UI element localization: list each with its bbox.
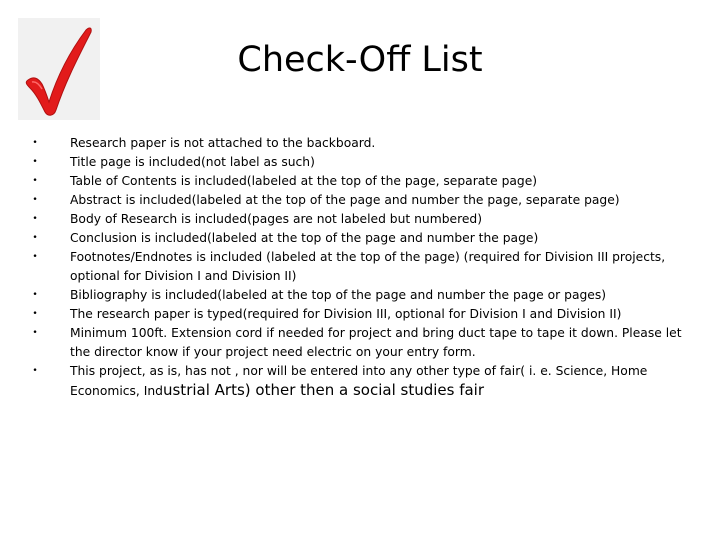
bullet-icon: • xyxy=(32,252,38,262)
checklist-item-text: Minimum 100ft. Extension cord if needed for project and bring duct tape to tape it down. Please let the director know if your project need electric on your entry form. xyxy=(70,326,682,359)
checklist-item xyxy=(30,324,700,362)
checklist-item xyxy=(30,191,700,210)
bullet-icon: • xyxy=(32,157,38,167)
bullet-icon: • xyxy=(32,233,38,243)
checklist-item-text: Research paper is not attached to the backboard. xyxy=(70,136,376,150)
checklist xyxy=(30,134,700,401)
checklist-item-text: This project, as is, has not , nor will be entered into any other type of fair( i. e. Science, Home Economics, Ind xyxy=(70,364,648,398)
checklist-item xyxy=(30,286,700,305)
checklist-item-text: Table of Contents is included(labeled at the top of the page, separate page) xyxy=(70,174,538,188)
checklist-item xyxy=(30,172,700,191)
bullet-icon: • xyxy=(32,195,38,205)
checklist-item-text: Title page is included(not label as such) xyxy=(70,155,315,169)
bullet-icon: • xyxy=(32,366,38,376)
bullet-icon: • xyxy=(32,214,38,224)
checklist-item xyxy=(30,210,700,229)
checklist-item xyxy=(30,229,700,248)
bullet-icon: • xyxy=(32,138,38,148)
checklist-item-text: Abstract is included(labeled at the top of the page and number the page, separate page) xyxy=(70,193,620,207)
checklist-item-text: Conclusion is included(labeled at the top of the page and number the page) xyxy=(70,231,539,245)
bullet-icon: • xyxy=(32,309,38,319)
checklist-item xyxy=(30,305,700,324)
checklist-item-text: Bibliography is included(labeled at the top of the page and number the page or pages) xyxy=(70,288,607,302)
bullet-icon: • xyxy=(32,290,38,300)
bullet-icon: • xyxy=(32,176,38,186)
checklist-item-text: The research paper is typed(required for Division III, optional for Division I and Division II) xyxy=(70,307,622,321)
page-title: Check-Off List xyxy=(237,40,483,80)
checklist-item-text: Footnotes/Endnotes is included (labeled at the top of the page) (required for Division III projects, optional for Division I and Division II) xyxy=(70,250,666,283)
checklist-item xyxy=(30,248,700,286)
checklist-item xyxy=(30,362,700,401)
bullet-icon: • xyxy=(32,328,38,338)
checklist-item xyxy=(30,153,700,172)
checklist-item-text-tail: ustrial Arts) other then a social studies fair xyxy=(162,381,485,399)
checklist-item-text: Body of Research is included(pages are not labeled but numbered) xyxy=(70,212,483,226)
checklist-item xyxy=(30,134,700,153)
